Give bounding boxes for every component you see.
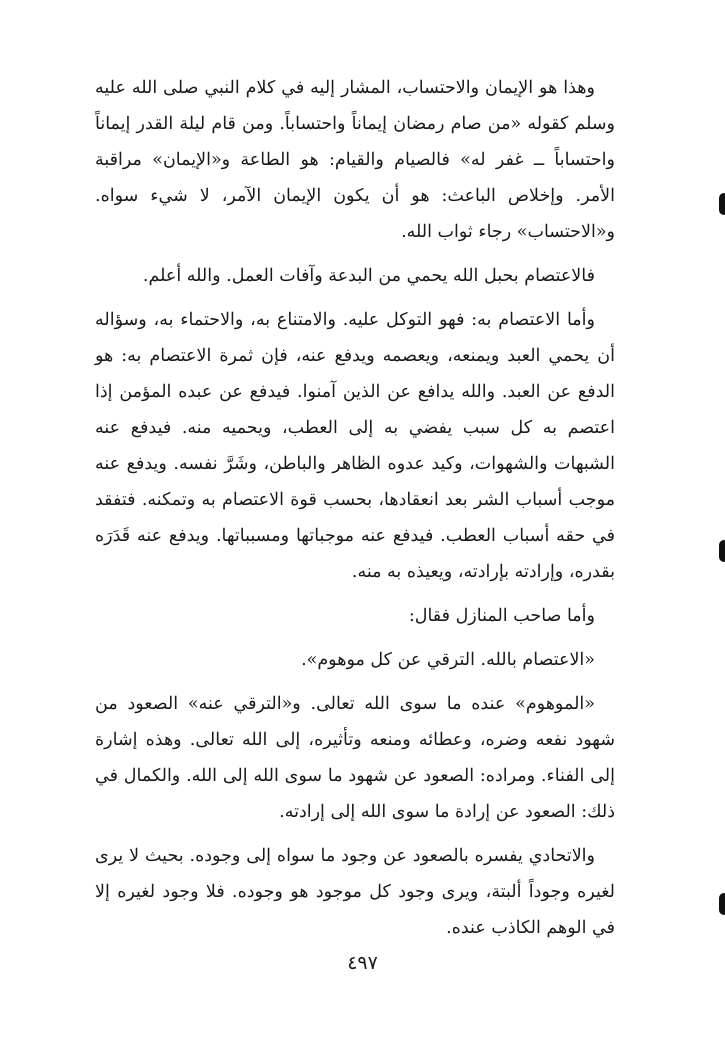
binding-hole-mark [719, 893, 725, 915]
binding-hole-mark [719, 540, 725, 562]
paragraph-iman-ihtisab: وهذا هو الإيمان والاحتساب، المشار إليه في كلام النبي صلى الله عليه وسلم كقوله «من صام رمضان إيماناً واحتساباً. ومن قام ليلة القدر إيماناً واحتساباً ــ غفر له» فالصيام والقيام: هو الطاعة و«الإيمان» مراقبة الأمر. وإخلاص الباعث: هو أن يكون الإيمان الآمر، لا شيء سواه. و«الاحتساب» رجاء ثواب الله. [95, 78, 615, 242]
binding-hole-mark [719, 193, 725, 215]
paragraph-ittihadi: والاتحادي يفسره بالصعود عن وجود ما سواه إلى وجوده. بحيث لا يرى لغيره وجوداً ألبتة، ويرى وجود كل موجود هو وجوده. فلا وجود لغيره إلا في الوهم الكاذب عنده. [95, 846, 615, 938]
paragraph-itisam-habl: فالاعتصام بحبل الله يحمي من البدعة وآفات العمل. والله أعلم. [142, 266, 595, 286]
page-number: ٤٩٧ [347, 952, 378, 974]
paragraph-sahib-manazil: وأما صاحب المنازل فقال: [408, 606, 595, 626]
paragraph-mawhum: «الموهوم» عنده ما سوى الله تعالى. و«الترقي عنه» الصعود من شهود نفعه وضره، وعطائه ومنعه وتأثيره، إلى الله تعالى. وهذه إشارة إلى الفناء. ومراده: الصعود عن شهود ما سوى الله إلى الله. والكمال في ذلك: الصعود عن إرادة ما سوى الله إلى إرادته. [95, 694, 615, 822]
page-body [95, 70, 615, 954]
paragraph-itisam-bih: وأما الاعتصام به: فهو التوكل عليه. والامتناع به، والاحتماء به، وسؤاله أن يحمي العبد ويمنعه، ويعصمه ويدفع عنه، فإن ثمرة الاعتصام به: هو الدفع عن العبد. والله يدافع عن الذين آمنوا. فيدفع عن عبده المؤمن إذا اعتصم به كل سبب يفضي به إلى العطب، ويحميه منه. فيدفع عنه الشبهات والشهوات، وكيد عدوه الظاهر والباطن، وشَرَّ نفسه. ويدفع عنه موجب أسباب الشر بعد انعقادها، بحسب قوة الاعتصام به وتمكنه. فتفقد في حقه أسباب العطب. فيدفع عنه موجباتها ومسبباتها. ويدفع عنه قَدَرَه بقدره، وإرادته بإرادته، ويعيذه به منه. [95, 310, 615, 582]
paragraph-quote-itisam: «الاعتصام بالله. الترقي عن كل موهوم». [301, 650, 595, 670]
